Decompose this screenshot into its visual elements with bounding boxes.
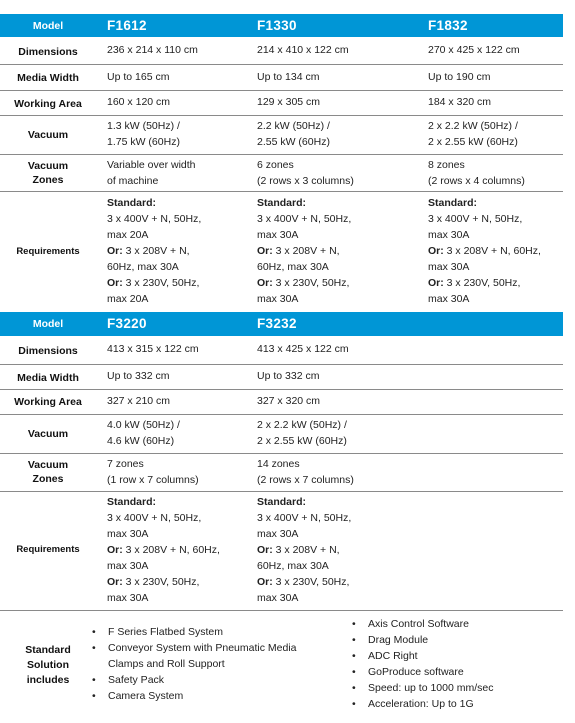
cell-line: max 30A — [428, 261, 470, 273]
or-term: Or: — [428, 245, 444, 257]
or-term: Or: — [257, 544, 273, 556]
cell-line: 3 x 230V, 50Hz, — [125, 277, 200, 289]
cell-line: max 30A — [107, 560, 149, 572]
cell: 413 x 315 x 122 cm — [107, 343, 199, 355]
cell-line: max 30A — [428, 229, 470, 241]
table2-media-width-row — [0, 364, 563, 390]
cell-line: 14 zones — [257, 458, 300, 470]
row-label: Dimensions — [18, 345, 78, 357]
cell-line: 3 x 230V, 50Hz, — [275, 576, 350, 588]
standard-term: Standard: — [257, 197, 307, 209]
bullet-icon: • — [352, 634, 356, 646]
cell: Up to 190 cm — [428, 71, 491, 83]
cell-line: max 30A — [257, 592, 299, 604]
standard-label: includes — [26, 674, 70, 686]
list-item: • Speed: up to 1000 mm/sec — [352, 682, 494, 694]
cell-line: (2 rows x 4 columns) — [428, 175, 525, 187]
cell-line: 3 x 208V + N, 60Hz, — [125, 544, 220, 556]
model-name: F1330 — [257, 18, 297, 33]
cell: Up to 332 cm — [107, 370, 170, 382]
row-label: Media Width — [17, 372, 79, 384]
standard-label: Standard — [25, 644, 71, 656]
model-name: F1612 — [107, 18, 147, 33]
standard-label: Solution — [27, 659, 69, 671]
or-term: Or: — [257, 576, 273, 588]
cell-line: (2 rows x 3 columns) — [257, 175, 354, 187]
standard-term: Standard: — [428, 197, 478, 209]
list-item: • Axis Control Software — [352, 618, 469, 630]
cell: 413 x 425 x 122 cm — [257, 343, 349, 355]
cell-line: 7 zones — [107, 458, 144, 470]
cell-line: 1.3 kW (50Hz) / — [107, 120, 180, 132]
row-label: Vacuum — [27, 459, 69, 471]
cell-line: (1 row x 7 columns) — [107, 474, 199, 486]
cell: Up to 332 cm — [257, 370, 320, 382]
list-item: Clamps and Roll Support — [108, 658, 225, 670]
list-item: • GoProduce software — [352, 666, 464, 678]
cell-line: max 30A — [257, 528, 299, 540]
row-label: Vacuum — [27, 428, 69, 440]
cell-line: 2 x 2.55 kW (60Hz) — [428, 136, 518, 148]
table1-dimensions-row — [0, 37, 563, 65]
cell-line: max 20A — [107, 229, 149, 241]
cell: 214 x 410 x 122 cm — [257, 44, 349, 56]
cell-line: 3 x 400V + N, 50Hz, — [257, 213, 352, 225]
bullet-icon: • — [92, 626, 96, 638]
list-item: • Drag Module — [352, 634, 429, 646]
cell-line: 4.6 kW (60Hz) — [107, 435, 175, 447]
or-term: Or: — [107, 544, 123, 556]
cell-line: 2 x 2.55 kW (60Hz) — [257, 435, 347, 447]
cell-line: 3 x 230V, 50Hz, — [275, 277, 350, 289]
row-label: Media Width — [17, 72, 79, 84]
cell-line: max 30A — [107, 592, 149, 604]
cell-line: 2.55 kW (60Hz) — [257, 136, 330, 148]
row-label: Zones — [32, 174, 64, 186]
table2-header-row — [0, 312, 563, 336]
cell-line: 1.75 kW (60Hz) — [107, 136, 180, 148]
cell-line: 6 zones — [257, 159, 294, 171]
cell-line: 2 x 2.2 kW (50Hz) / — [257, 419, 347, 431]
cell-line: 3 x 400V + N, 50Hz, — [257, 512, 352, 524]
cell-line: max 30A — [257, 229, 299, 241]
table1-vacuum-row — [0, 115, 563, 155]
table2-dimensions-row — [0, 336, 563, 365]
or-term: Or: — [428, 277, 444, 289]
list-item: • F Series Flatbed System — [92, 626, 223, 638]
row-label: Zones — [32, 473, 64, 485]
list-item: • Safety Pack — [92, 674, 165, 686]
cell: 327 x 210 cm — [107, 395, 171, 407]
cell: 327 x 320 cm — [257, 395, 321, 407]
table1-vacuum-zones-row — [0, 154, 563, 192]
table2-vacuum-row — [0, 414, 563, 454]
list-item: • Conveyor System with Pneumatic Media — [92, 642, 297, 654]
standard-term: Standard: — [257, 496, 307, 508]
table1-media-width-row — [0, 64, 563, 91]
model-name: F1832 — [428, 18, 468, 33]
or-term: Or: — [257, 245, 273, 257]
cell-line: 60Hz, max 30A — [107, 261, 179, 273]
header-label: Model — [32, 20, 64, 32]
cell: 270 x 425 x 122 cm — [428, 44, 520, 56]
cell-line: 60Hz, max 30A — [257, 560, 329, 572]
list-item: • Acceleration: Up to 1G — [352, 698, 474, 710]
cell-line: max 30A — [428, 293, 470, 305]
row-label: Requirements — [16, 246, 80, 257]
bullet-icon: • — [92, 674, 96, 686]
model-name: F3232 — [257, 316, 297, 331]
cell: 129 x 305 cm — [257, 96, 321, 108]
table1-working-area-row — [0, 90, 563, 116]
cell-line: 3 x 400V + N, 50Hz, — [107, 512, 202, 524]
bullet-icon: • — [352, 698, 356, 710]
table2-requirements-row — [0, 491, 563, 611]
row-label: Dimensions — [18, 46, 78, 58]
cell-line: 3 x 208V + N, — [125, 245, 190, 257]
or-term: Or: — [107, 245, 123, 257]
row-label: Working Area — [14, 396, 82, 408]
cell: Up to 134 cm — [257, 71, 320, 83]
bullet-icon: • — [92, 642, 96, 654]
cell-line: max 30A — [107, 528, 149, 540]
row-label: Vacuum — [27, 160, 69, 172]
table1-header-row — [0, 14, 563, 37]
cell-line: 2.2 kW (50Hz) / — [257, 120, 330, 132]
row-label: Vacuum — [27, 129, 69, 141]
list-item: • ADC Right — [352, 650, 418, 662]
list-item: • Camera System — [92, 690, 184, 702]
or-term: Or: — [107, 277, 123, 289]
table1-requirements-row — [0, 191, 563, 312]
cell-line: (2 rows x 7 columns) — [257, 474, 354, 486]
cell-line: 3 x 400V + N, 50Hz, — [428, 213, 523, 225]
cell: 160 x 120 cm — [107, 96, 171, 108]
cell-line: 3 x 208V + N, — [275, 245, 340, 257]
cell-line: of machine — [107, 175, 159, 187]
cell-line: 3 x 400V + N, 50Hz, — [107, 213, 202, 225]
bullet-icon: • — [352, 682, 356, 694]
cell-line: 60Hz, max 30A — [257, 261, 329, 273]
cell: Up to 165 cm — [107, 71, 170, 83]
cell-line: 8 zones — [428, 159, 465, 171]
table2-working-area-row — [0, 389, 563, 415]
cell-line: Variable over width — [107, 159, 196, 171]
bullet-icon: • — [352, 666, 356, 678]
table2-vacuum-zones-row — [0, 453, 563, 492]
standard-list-right — [352, 616, 494, 712]
standard-term: Standard: — [107, 496, 157, 508]
bullet-icon: • — [92, 690, 96, 702]
cell: 184 x 320 cm — [428, 96, 492, 108]
or-term: Or: — [107, 576, 123, 588]
bullet-icon: • — [352, 650, 356, 662]
cell-line: 4.0 kW (50Hz) / — [107, 419, 180, 431]
standard-solution-section — [0, 611, 563, 721]
cell-line: 2 x 2.2 kW (50Hz) / — [428, 120, 518, 132]
cell-line: max 30A — [257, 293, 299, 305]
row-label: Requirements — [16, 544, 80, 555]
cell-line: max 20A — [107, 293, 149, 305]
model-name: F3220 — [107, 316, 147, 331]
cell-line: 3 x 208V + N, 60Hz, — [446, 245, 541, 257]
cell-line: 3 x 208V + N, — [275, 544, 340, 556]
cell-line: 3 x 230V, 50Hz, — [125, 576, 200, 588]
or-term: Or: — [257, 277, 273, 289]
cell-line: 3 x 230V, 50Hz, — [446, 277, 521, 289]
header-label: Model — [32, 318, 64, 330]
cell: 236 x 214 x 110 cm — [107, 44, 198, 56]
bullet-icon: • — [352, 618, 356, 630]
row-label: Working Area — [14, 98, 82, 110]
standard-list-left — [92, 624, 297, 704]
standard-term: Standard: — [107, 197, 157, 209]
